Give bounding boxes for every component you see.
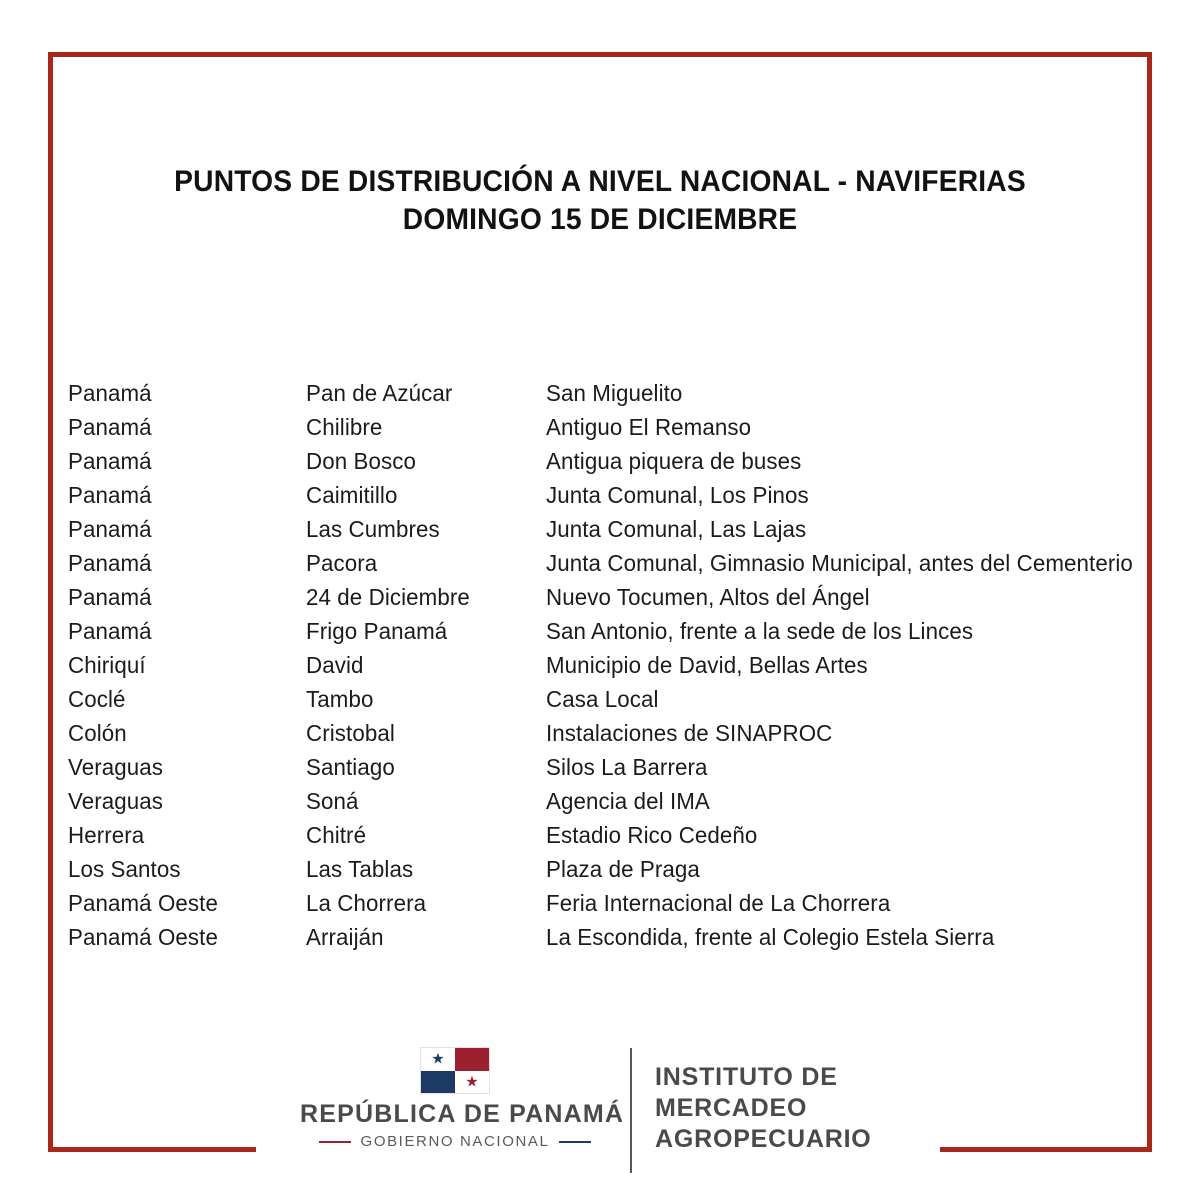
cell-provincia: Panamá (68, 448, 152, 474)
cell-distrito: 24 de Diciembre (306, 584, 470, 610)
cell-lugar: La Escondida, frente al Colegio Estela Sierra (546, 924, 995, 950)
cell-lugar: Agencia del IMA (546, 788, 710, 814)
cell-distrito: Pan de Azúcar (306, 380, 453, 406)
table-row (0, 716, 1200, 750)
cell-distrito: La Chorrera (306, 890, 427, 916)
table-row (0, 920, 1200, 954)
cell-provincia: Colón (68, 720, 127, 746)
table-row (0, 784, 1200, 818)
cell-lugar: Nuevo Tocumen, Altos del Ángel (546, 584, 870, 610)
table-row (0, 546, 1200, 580)
dash-blue-decoration (559, 1141, 591, 1143)
cell-distrito: Don Bosco (306, 448, 417, 474)
cell-lugar: San Miguelito (546, 380, 683, 406)
cell-distrito: Caimitillo (306, 482, 398, 508)
cell-lugar: Antigua piquera de buses (546, 448, 802, 474)
cell-distrito: Santiago (306, 754, 395, 780)
table-row (0, 376, 1200, 410)
panama-flag-icon (421, 1048, 489, 1093)
cell-lugar: Estadio Rico Cedeño (546, 822, 758, 848)
cell-provincia: Veraguas (68, 754, 164, 780)
cell-lugar: Junta Comunal, Los Pinos (546, 482, 809, 508)
flag-quadrant-top-right (455, 1048, 489, 1071)
table-row (0, 852, 1200, 886)
republic-label: REPÚBLICA DE PANAMÁ (300, 1100, 625, 1128)
cell-provincia: Panamá (68, 414, 152, 440)
cell-provincia: Los Santos (68, 856, 181, 882)
cell-provincia: Panamá (68, 584, 152, 610)
flag-quadrant-top-left (421, 1048, 455, 1071)
table-row (0, 444, 1200, 478)
title-line-1: PUNTOS DE DISTRIBUCIÓN A NIVEL NACIONAL - NAVIFERIAS (174, 165, 1026, 198)
table-row (0, 614, 1200, 648)
cell-lugar: San Antonio, frente a la sede de los Linces (546, 618, 974, 644)
government-label-row (300, 1133, 610, 1150)
cell-distrito: Las Cumbres (306, 516, 440, 542)
cell-lugar: Junta Comunal, Las Lajas (546, 516, 807, 542)
title-line-2: DOMINGO 15 DE DICIEMBRE (402, 203, 798, 236)
cell-provincia: Herrera (68, 822, 145, 848)
table-row (0, 512, 1200, 546)
cell-provincia: Panamá Oeste (68, 890, 218, 916)
cell-lugar: Feria Internacional de La Chorrera (546, 890, 891, 916)
cell-distrito: Chitré (306, 822, 367, 848)
cell-lugar: Silos La Barrera (546, 754, 708, 780)
table-row (0, 818, 1200, 852)
cell-distrito: Frigo Panamá (306, 618, 448, 644)
institute-logo (655, 1062, 872, 1155)
cell-provincia: Coclé (68, 686, 126, 712)
table-row (0, 580, 1200, 614)
cell-distrito: David (306, 652, 364, 678)
cell-provincia: Panamá (68, 482, 152, 508)
cell-lugar: Municipio de David, Bellas Artes (546, 652, 868, 678)
flag-blue-star-icon: ★ (431, 1050, 445, 1068)
cell-provincia: Chiriquí (68, 652, 146, 678)
institute-line-2: MERCADEO (655, 1094, 808, 1122)
flag-quadrant-bottom-left (421, 1071, 455, 1094)
cell-provincia: Panamá (68, 550, 152, 576)
distribution-points-table (0, 376, 1200, 954)
footer-divider (630, 1048, 632, 1173)
table-row (0, 410, 1200, 444)
cell-lugar: Antiguo El Remanso (546, 414, 752, 440)
cell-distrito: Arraiján (306, 924, 384, 950)
page-title (48, 163, 1152, 239)
government-logo (300, 1048, 625, 1150)
footer (0, 1040, 1200, 1180)
institute-line-1: INSTITUTO DE (655, 1063, 838, 1091)
cell-lugar: Casa Local (546, 686, 659, 712)
cell-provincia: Panamá (68, 618, 152, 644)
flag-red-star-icon: ★ (465, 1073, 479, 1091)
dash-red-decoration (319, 1141, 351, 1143)
table-row (0, 682, 1200, 716)
cell-distrito: Las Tablas (306, 856, 414, 882)
frame-border-top (48, 52, 1152, 57)
table-row (0, 750, 1200, 784)
cell-distrito: Chilibre (306, 414, 383, 440)
flag-quadrant-bottom-right (455, 1071, 489, 1094)
institute-line-3: AGROPECUARIO (655, 1125, 872, 1153)
cell-lugar: Plaza de Praga (546, 856, 700, 882)
cell-distrito: Pacora (306, 550, 378, 576)
table-row (0, 648, 1200, 682)
cell-lugar: Instalaciones de SINAPROC (546, 720, 833, 746)
government-label: GOBIERNO NACIONAL (360, 1133, 550, 1150)
cell-distrito: Tambo (306, 686, 374, 712)
table-row (0, 886, 1200, 920)
cell-lugar: Junta Comunal, Gimnasio Municipal, antes del Cementerio (546, 550, 1133, 576)
cell-provincia: Panamá (68, 516, 152, 542)
table-row (0, 478, 1200, 512)
cell-provincia: Veraguas (68, 788, 164, 814)
cell-provincia: Panamá Oeste (68, 924, 218, 950)
cell-distrito: Cristobal (306, 720, 395, 746)
cell-distrito: Soná (306, 788, 359, 814)
cell-provincia: Panamá (68, 380, 152, 406)
